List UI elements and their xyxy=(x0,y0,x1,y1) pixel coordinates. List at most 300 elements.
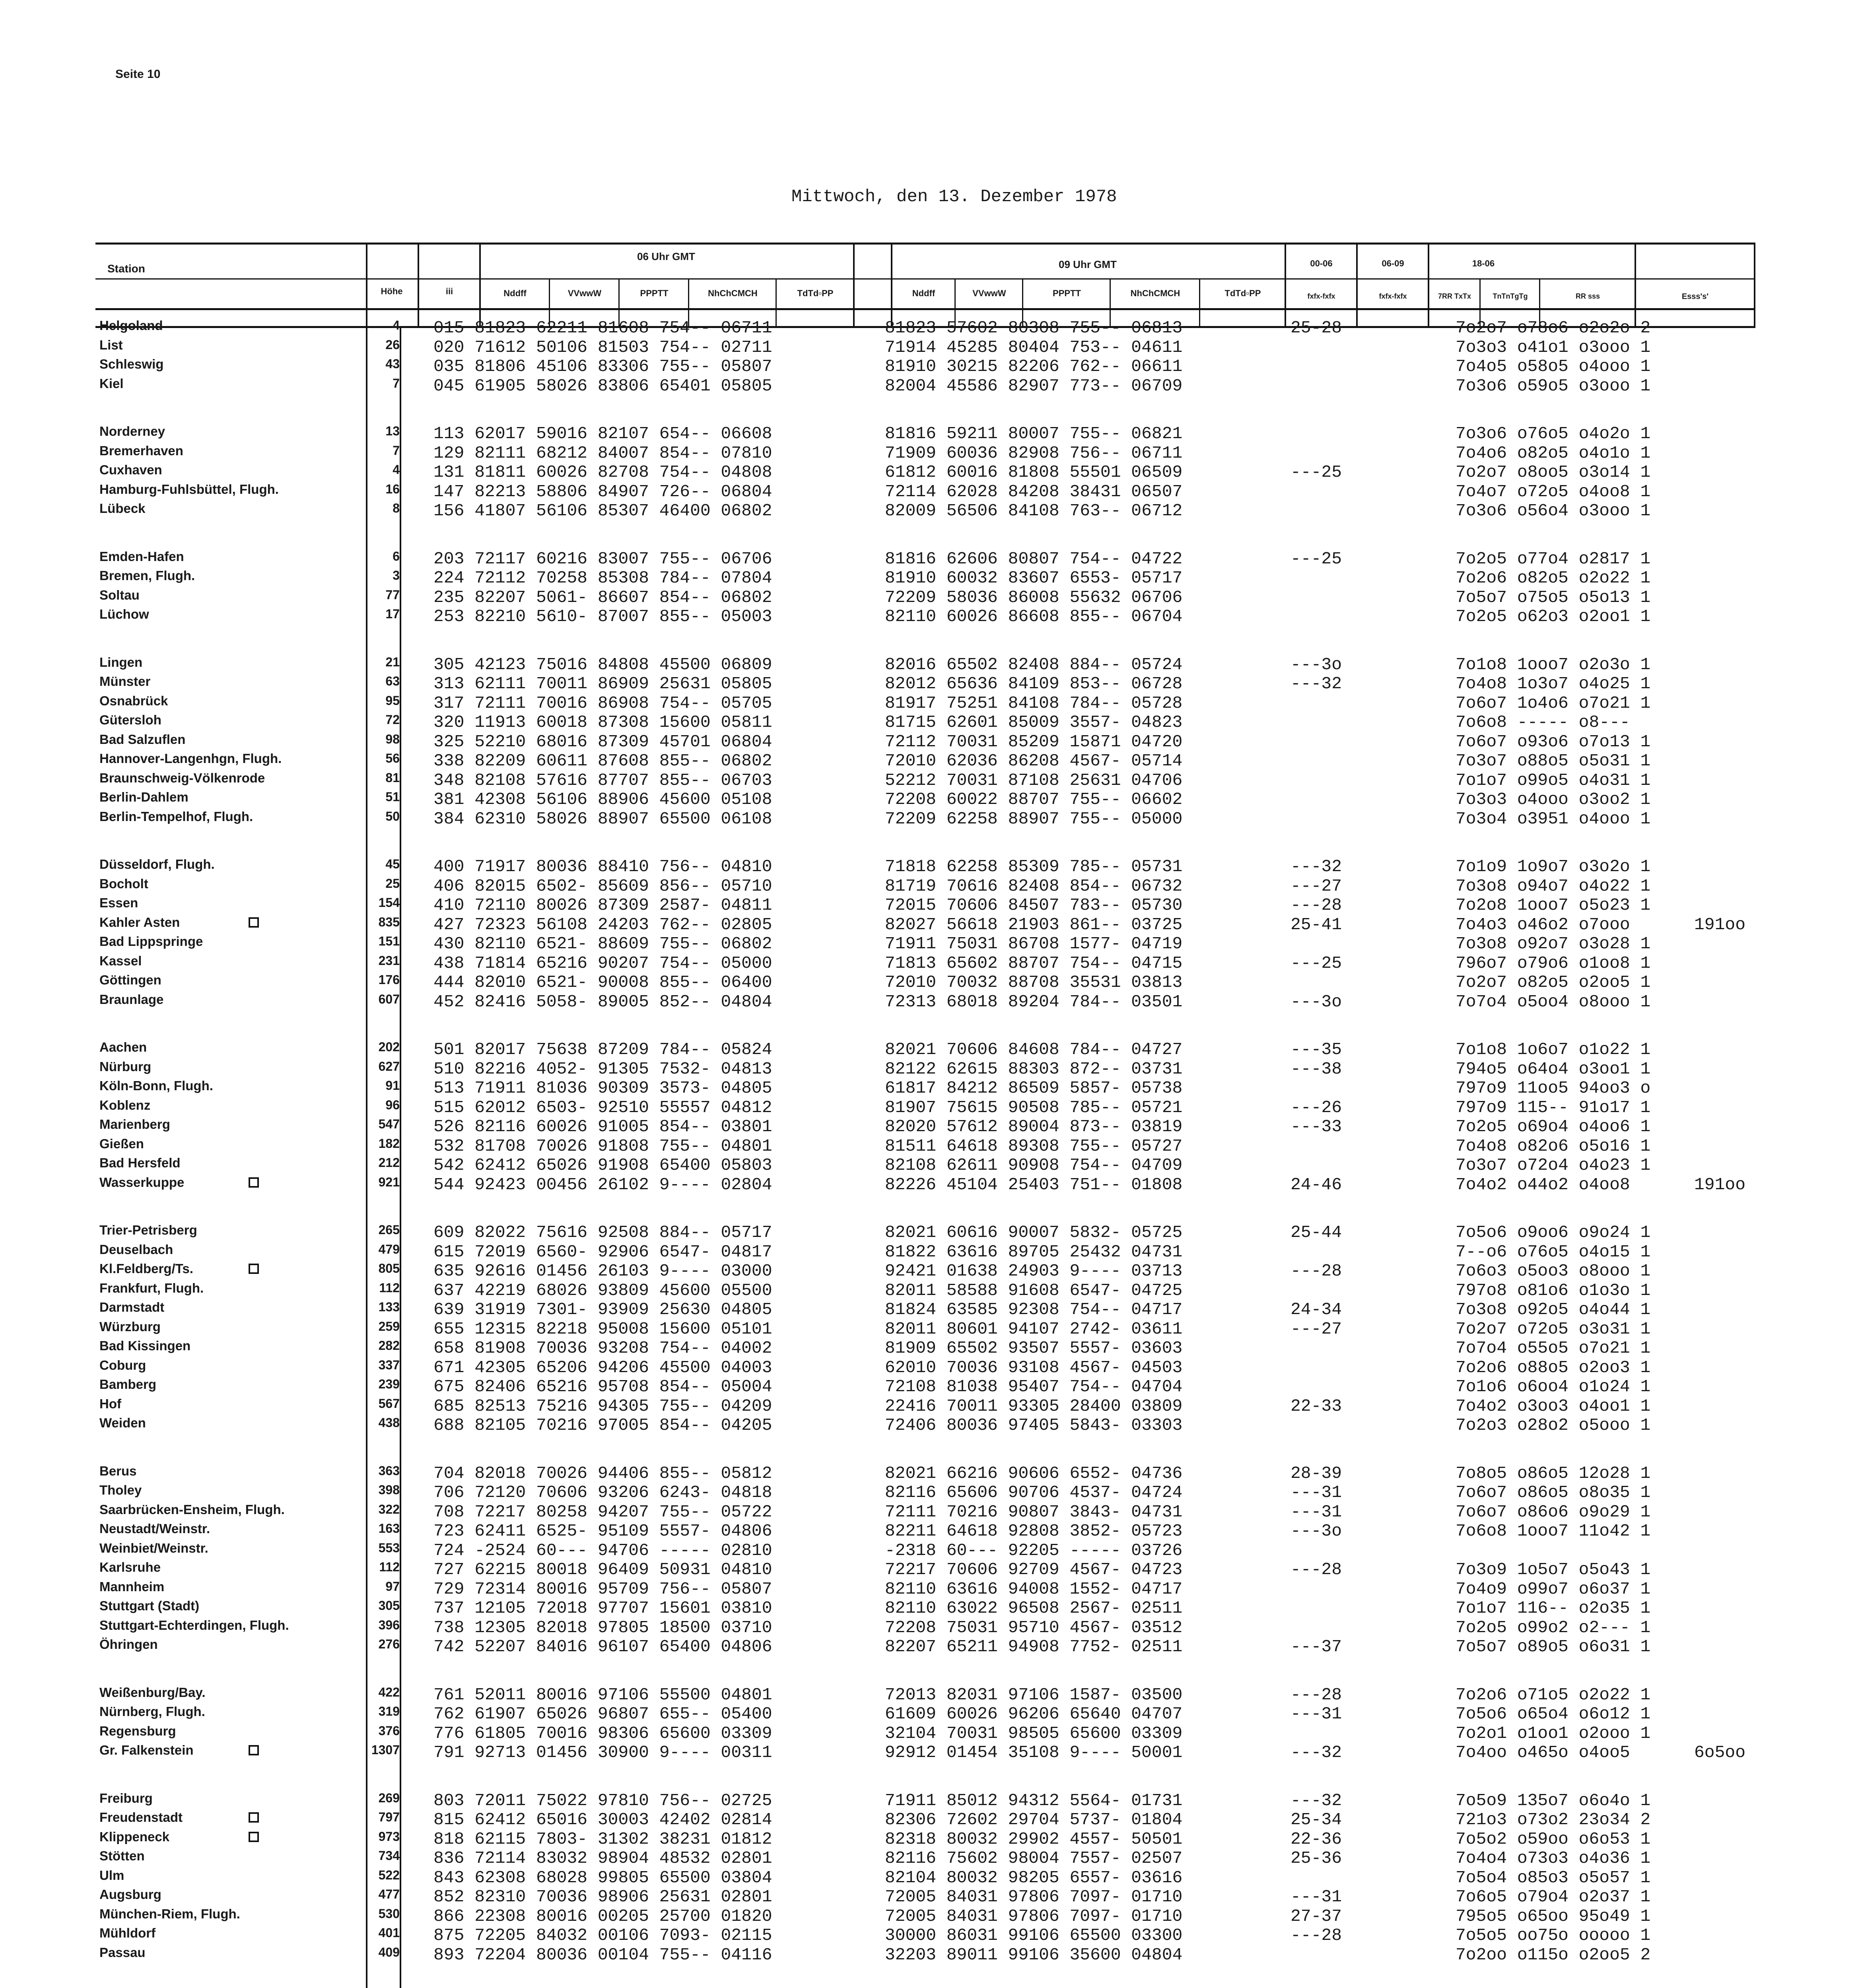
station-name: Bad Kissingen xyxy=(99,1338,191,1353)
station-height: 97 xyxy=(385,1579,400,1594)
obs-18-06: 7o3o9 1o5o7 o5o43 1 xyxy=(1456,1560,1651,1579)
obs-09-gmt: 71914 45285 80404 753-- 04611 xyxy=(885,337,1183,357)
station-height: 553 xyxy=(378,1540,400,1555)
station-name: Stötten xyxy=(99,1848,145,1863)
obs-06-gmt: 317 72111 70016 86908 754-- 05705 xyxy=(433,693,772,713)
obs-gust-period: ---31 xyxy=(1291,1704,1342,1724)
obs-06-gmt: 776 61805 70016 98306 65600 03309 xyxy=(433,1723,772,1743)
obs-gust-period: 25-36 xyxy=(1291,1848,1342,1868)
station-height: 322 xyxy=(378,1502,400,1516)
obs-09-gmt: 72005 84031 97806 7097- 01710 xyxy=(885,1906,1183,1926)
obs-18-06: 7o4o2 o44o2 o4oo8 xyxy=(1456,1175,1630,1194)
obs-09-gmt: 82207 65211 94908 7752- 02511 xyxy=(885,1637,1183,1656)
obs-09-gmt: 82306 72602 29704 5737- 01804 xyxy=(885,1810,1183,1829)
obs-gust-period: ---37 xyxy=(1291,1637,1342,1656)
header-period-3-sub3: RR sss xyxy=(1575,292,1600,300)
station-name: Münster xyxy=(99,674,151,689)
obs-09-gmt: 82021 60616 90007 5832- 05725 xyxy=(885,1223,1183,1242)
station-name: Nürburg xyxy=(99,1059,152,1074)
header-06-col: Nddff xyxy=(503,288,527,298)
obs-18-06: 7o3o6 o76o5 o4o2o 1 xyxy=(1456,424,1651,443)
obs-06-gmt: 655 12315 82218 95008 15600 05101 xyxy=(433,1319,772,1339)
station-name: Mühldorf xyxy=(99,1926,156,1940)
obs-gust-period: ---3o xyxy=(1291,992,1342,1011)
obs-gust-period: ---28 xyxy=(1291,1560,1342,1579)
obs-gust-period: 25-34 xyxy=(1291,1810,1342,1829)
obs-18-06: 7o7o4 o5oo4 o8ooo 1 xyxy=(1456,992,1651,1011)
station-name: Passau xyxy=(99,1945,146,1960)
obs-06-gmt: 729 72314 80016 95709 756-- 05807 xyxy=(433,1579,772,1599)
header-06-col: TdTd▫PP xyxy=(797,288,834,298)
station-height: 3 xyxy=(393,568,400,582)
obs-09-gmt: 62010 70036 93108 4567- 04503 xyxy=(885,1357,1183,1377)
obs-18-06: 7o6o7 o86o5 o8o35 1 xyxy=(1456,1483,1651,1502)
header-09-col: VVwwW xyxy=(972,288,1006,298)
obs-06-gmt: 313 62111 70011 86909 25631 05805 xyxy=(433,674,772,693)
obs-06-gmt: 224 72112 70258 85308 784-- 07804 xyxy=(433,568,772,588)
obs-gust-period: ---28 xyxy=(1291,895,1342,915)
obs-06-gmt: 129 82111 68212 84007 854-- 07810 xyxy=(433,443,772,463)
station-height: 530 xyxy=(378,1906,400,1921)
station-height: 1307 xyxy=(371,1743,400,1757)
station-name: Soltau xyxy=(99,587,140,602)
obs-06-gmt: 658 81908 70036 93208 754-- 04002 xyxy=(433,1338,772,1358)
obs-18-06: 7o6o8 1ooo7 11o42 1 xyxy=(1456,1521,1651,1541)
obs-06-gmt: 348 82108 57616 87707 855-- 06703 xyxy=(433,770,772,790)
obs-06-gmt: 791 92713 01456 30900 9---- 00311 xyxy=(433,1743,772,1762)
station-height: 305 xyxy=(378,1598,400,1613)
obs-gust-period: ---38 xyxy=(1291,1059,1342,1079)
station-name: München-Riem, Flugh. xyxy=(99,1906,240,1921)
obs-06-gmt: 020 71612 50106 81503 754-- 02711 xyxy=(433,337,772,357)
obs-gust-period: ---32 xyxy=(1291,674,1342,693)
obs-18-06: 7o2o7 o78o6 o2o2o 2 xyxy=(1456,318,1651,338)
station-name: Weiden xyxy=(99,1415,146,1430)
obs-18-06: 7o6o7 o93o6 o7o13 1 xyxy=(1456,732,1651,751)
obs-18-06: 7o3o3 o4ooo o3oo2 1 xyxy=(1456,790,1651,809)
obs-gust-period: ---25 xyxy=(1291,953,1342,973)
station-name: Tholey xyxy=(99,1483,142,1497)
obs-09-gmt: 72111 70216 90807 3843- 04731 xyxy=(885,1502,1183,1522)
obs-09-gmt: 52212 70031 87108 25631 04706 xyxy=(885,770,1183,790)
station-height: 265 xyxy=(378,1223,400,1237)
obs-18-06: 7o5o4 o85o3 o5o57 1 xyxy=(1456,1868,1651,1887)
obs-09-gmt: 81824 63585 92308 754-- 04717 xyxy=(885,1300,1183,1319)
station-height: 522 xyxy=(378,1868,400,1882)
obs-18-06: 7--o6 o76o5 o4o15 1 xyxy=(1456,1242,1651,1262)
station-name: Köln-Bonn, Flugh. xyxy=(99,1078,213,1093)
header-iii: iii xyxy=(445,286,453,296)
station-name: Karlsruhe xyxy=(99,1560,161,1574)
obs-09-gmt: 30000 86031 99106 65500 03300 xyxy=(885,1926,1183,1945)
obs-06-gmt: 235 82207 5061- 86607 854-- 06802 xyxy=(433,587,772,607)
station-height: 56 xyxy=(385,751,400,765)
obs-06-gmt: 727 62215 80018 96409 50931 04810 xyxy=(433,1560,772,1579)
obs-09-gmt: -2318 60--- 92205 ----- 03726 xyxy=(885,1540,1183,1560)
station-height: 269 xyxy=(378,1790,400,1805)
header-extra: Esss's' xyxy=(1681,292,1709,301)
obs-gust-period: 24-34 xyxy=(1291,1300,1342,1319)
station-name: Kahler Asten xyxy=(99,914,180,930)
station-height: 376 xyxy=(378,1723,400,1738)
obs-09-gmt: 71911 75031 86708 1577- 04719 xyxy=(885,934,1183,953)
obs-09-gmt: 71909 60036 82908 756-- 06711 xyxy=(885,443,1183,463)
obs-18-06: 7o5o2 o59oo o6o53 1 xyxy=(1456,1829,1651,1849)
obs-18-06: 7o6o3 o5oo3 o8ooo 1 xyxy=(1456,1261,1651,1281)
station-name: List xyxy=(99,337,123,352)
obs-18-06: 7o4oo o465o o4oo5 xyxy=(1456,1743,1630,1762)
obs-gust-period: ---31 xyxy=(1291,1483,1342,1502)
station-height: 398 xyxy=(378,1483,400,1497)
obs-09-gmt: 72013 82031 97106 1587- 03500 xyxy=(885,1685,1183,1705)
obs-06-gmt: 639 31919 7301- 93909 25630 04805 xyxy=(433,1300,772,1319)
obs-gust-period: ---27 xyxy=(1291,876,1342,896)
obs-18-06: 7o4o8 o82o6 o5o16 1 xyxy=(1456,1136,1651,1156)
obs-06-gmt: 338 82209 60611 87608 855-- 06802 xyxy=(433,751,772,771)
header-09-gmt: 09 Uhr GMT xyxy=(1059,258,1117,270)
station-name: Öhringen xyxy=(99,1637,158,1652)
station-height: 8 xyxy=(393,501,400,515)
obs-18-06: 7o2o5 o99o2 o2--- 1 xyxy=(1456,1617,1651,1637)
obs-gust-period: ---32 xyxy=(1291,1743,1342,1762)
obs-09-gmt: 81823 57602 80308 755-- 06813 xyxy=(885,318,1183,338)
obs-09-gmt: 32203 89011 99106 35600 04804 xyxy=(885,1945,1183,1965)
obs-06-gmt: 438 71814 65216 90207 754-- 05000 xyxy=(433,953,772,973)
obs-09-gmt: 72112 70031 85209 15871 04720 xyxy=(885,732,1183,751)
station-name: Gütersloh xyxy=(99,712,161,727)
obs-09-gmt: 81822 63616 89705 25432 04731 xyxy=(885,1242,1183,1262)
obs-09-gmt: 82027 56618 21903 861-- 03725 xyxy=(885,914,1183,934)
station-name: Weißenburg/Bay. xyxy=(99,1685,206,1700)
obs-gust-period: ---3o xyxy=(1291,654,1342,674)
obs-snow: 6o5oo xyxy=(1694,1743,1746,1762)
obs-06-gmt: 843 62308 68028 99805 65500 03804 xyxy=(433,1868,772,1887)
station-height: 4 xyxy=(393,462,400,477)
obs-18-06: 7o3o6 o56o4 o3ooo 1 xyxy=(1456,501,1651,520)
station-name: Bremerhaven xyxy=(99,443,183,458)
station-name: Regensburg xyxy=(99,1723,176,1738)
obs-gust-period: ---28 xyxy=(1291,1926,1342,1945)
obs-09-gmt: 82110 63022 96508 2567- 02511 xyxy=(885,1598,1183,1618)
header-period-3: 18-06 xyxy=(1472,258,1495,268)
mountain-station-square-icon xyxy=(249,1177,259,1188)
obs-18-06: 796o7 o79o6 o1oo8 1 xyxy=(1456,953,1651,973)
obs-18-06: 7o6o7 1o4o6 o7o21 1 xyxy=(1456,693,1651,713)
station-name: Frankfurt, Flugh. xyxy=(99,1280,204,1295)
obs-18-06: 7o2o8 1ooo7 o5o23 1 xyxy=(1456,895,1651,915)
station-height: 212 xyxy=(378,1155,400,1170)
obs-18-06: 7o3o7 o88o5 o5o31 1 xyxy=(1456,751,1651,771)
obs-09-gmt: 82226 45104 25403 751-- 01808 xyxy=(885,1175,1183,1194)
obs-09-gmt: 82116 65606 90706 4537- 04724 xyxy=(885,1483,1183,1502)
obs-09-gmt: 72406 80036 97405 5843- 03303 xyxy=(885,1415,1183,1435)
obs-06-gmt: 406 82015 6502- 85609 856-- 05710 xyxy=(433,876,772,896)
station-name: Gr. Falkenstein xyxy=(99,1743,194,1757)
station-height: 112 xyxy=(379,1560,400,1574)
station-height: 363 xyxy=(378,1463,400,1478)
obs-09-gmt: 82110 60026 86608 855-- 06704 xyxy=(885,607,1183,626)
obs-18-06: 7o3o8 o94o7 o4o22 1 xyxy=(1456,876,1651,896)
obs-18-06: 7o4o3 o46o2 o7ooo xyxy=(1456,914,1630,934)
station-height: 231 xyxy=(378,953,400,968)
obs-06-gmt: 045 61905 58026 83806 65401 05805 xyxy=(433,376,772,396)
obs-09-gmt: 81816 62606 80807 754-- 04722 xyxy=(885,549,1183,569)
station-name: Neustadt/Weinstr. xyxy=(99,1521,210,1536)
station-name: Bad Salzuflen xyxy=(99,732,186,747)
station-name: Düsseldorf, Flugh. xyxy=(99,857,215,872)
obs-gust-period: ---31 xyxy=(1291,1502,1342,1522)
obs-06-gmt: 737 12105 72018 97707 15601 03810 xyxy=(433,1598,772,1618)
obs-18-06: 7o3o3 o41o1 o3ooo 1 xyxy=(1456,337,1651,357)
page-date: Mittwoch, den 13. Dezember 1978 xyxy=(791,187,1117,207)
obs-18-06: 794o5 o64o4 o3oo1 1 xyxy=(1456,1059,1651,1079)
station-name: Gießen xyxy=(99,1136,144,1151)
column-rule xyxy=(400,326,401,1988)
obs-09-gmt: 72010 62036 86208 4567- 05714 xyxy=(885,751,1183,771)
station-height: 17 xyxy=(385,607,400,621)
station-name: Berus xyxy=(99,1463,137,1478)
obs-18-06: 7o1o7 o99o5 o4o31 1 xyxy=(1456,770,1651,790)
obs-gust-period: 27-37 xyxy=(1291,1906,1342,1926)
obs-18-06: 7o2o5 o62o3 o2oo1 1 xyxy=(1456,607,1651,626)
station-height: 51 xyxy=(385,790,400,804)
obs-06-gmt: 893 72204 80036 00104 755-- 04116 xyxy=(433,1945,772,1965)
obs-18-06: 7o1o6 o6oo4 o1o24 1 xyxy=(1456,1377,1651,1396)
obs-06-gmt: 818 62115 7803- 31302 38231 01812 xyxy=(433,1829,772,1849)
obs-09-gmt: 82011 80601 94107 2742- 03611 xyxy=(885,1319,1183,1339)
header-hoehe: Höhe xyxy=(381,286,403,296)
obs-09-gmt: 71818 62258 85309 785-- 05731 xyxy=(885,857,1183,876)
obs-18-06: 7o5o5 oo75o ooooo 1 xyxy=(1456,1926,1651,1945)
obs-18-06: 7o7o4 o55o5 o7o21 1 xyxy=(1456,1338,1651,1358)
station-name: Klippeneck xyxy=(99,1829,170,1844)
obs-18-06: 7o4o2 o3oo3 o4oo1 1 xyxy=(1456,1396,1651,1416)
station-height: 438 xyxy=(378,1415,400,1430)
obs-09-gmt: 92912 01454 35108 9---- 50001 xyxy=(885,1743,1183,1762)
obs-09-gmt: 81816 59211 80007 755-- 06821 xyxy=(885,424,1183,443)
obs-09-gmt: 81910 60032 83607 6553- 05717 xyxy=(885,568,1183,588)
station-name: Schleswig xyxy=(99,357,164,371)
station-height: 4 xyxy=(393,318,400,332)
station-height: 154 xyxy=(378,895,400,910)
station-name: Helgoland xyxy=(99,318,163,333)
station-height: 151 xyxy=(378,934,400,948)
station-name: Kassel xyxy=(99,953,142,968)
obs-18-06: 7o3o6 o59o5 o3ooo 1 xyxy=(1456,376,1651,396)
header-06-col: NhChCMCH xyxy=(708,288,758,298)
obs-06-gmt: 131 81811 60026 82708 754-- 04808 xyxy=(433,462,772,482)
station-name: Kiel xyxy=(99,376,124,391)
station-height: 72 xyxy=(385,712,400,727)
obs-gust-period: ---33 xyxy=(1291,1117,1342,1136)
obs-09-gmt: 82004 45586 82907 773-- 06709 xyxy=(885,376,1183,396)
station-height: 91 xyxy=(385,1078,400,1093)
obs-06-gmt: 761 52011 80016 97106 55500 04801 xyxy=(433,1685,772,1705)
obs-06-gmt: 542 62412 65026 91908 65400 05803 xyxy=(433,1155,772,1175)
station-height: 921 xyxy=(378,1175,400,1189)
station-name: Lingen xyxy=(99,654,143,670)
header-period-1-sub: fxfx-fxfx xyxy=(1307,292,1335,300)
obs-06-gmt: 515 62012 6503- 92510 55557 04812 xyxy=(433,1097,772,1117)
station-height: 239 xyxy=(378,1377,400,1391)
obs-gust-period: 22-36 xyxy=(1291,1829,1342,1849)
obs-gust-period: 25-41 xyxy=(1291,914,1342,934)
obs-06-gmt: 325 52210 68016 87309 45701 06804 xyxy=(433,732,772,751)
obs-06-gmt: 706 72120 70606 93206 6243- 04818 xyxy=(433,1483,772,1502)
station-height: 112 xyxy=(379,1280,400,1295)
obs-06-gmt: 203 72117 60216 83007 755-- 06706 xyxy=(433,549,772,569)
obs-09-gmt: 72108 81038 95407 754-- 04704 xyxy=(885,1377,1183,1396)
station-height: 396 xyxy=(378,1617,400,1632)
station-height: 43 xyxy=(385,357,400,371)
obs-09-gmt: 82108 62611 90908 754-- 04709 xyxy=(885,1155,1183,1175)
obs-06-gmt: 444 82010 6521- 90008 855-- 06400 xyxy=(433,973,772,992)
obs-gust-period: ---31 xyxy=(1291,1887,1342,1906)
obs-gust-period: ---32 xyxy=(1291,1790,1342,1810)
obs-18-06: 7o4o7 o72o5 o4oo8 1 xyxy=(1456,481,1651,501)
station-height: 7 xyxy=(393,376,400,390)
obs-09-gmt: 81511 64618 89308 755-- 05727 xyxy=(885,1136,1183,1156)
station-name: Nürnberg, Flugh. xyxy=(99,1704,205,1719)
header-09-col: Nddff xyxy=(912,288,935,298)
mountain-station-square-icon xyxy=(249,1264,259,1274)
station-name: Hamburg-Fuhlsbüttel, Flugh. xyxy=(99,481,279,497)
obs-18-06: 7o5o6 o9oo6 o9o24 1 xyxy=(1456,1223,1651,1242)
obs-09-gmt: 81910 30215 82206 762-- 06611 xyxy=(885,357,1183,376)
station-name: Weinbiet/Weinstr. xyxy=(99,1540,208,1555)
obs-06-gmt: 427 72323 56108 24203 762-- 02805 xyxy=(433,914,772,934)
header-period-2-sub: fxfx-fxfx xyxy=(1379,292,1407,300)
station-name: Lüchow xyxy=(99,607,149,621)
header-09-col: TdTd▫PP xyxy=(1224,288,1261,298)
obs-09-gmt: 81909 65502 93507 5557- 03603 xyxy=(885,1338,1183,1358)
station-height: 202 xyxy=(378,1040,400,1054)
station-height: 479 xyxy=(378,1242,400,1256)
obs-06-gmt: 615 72019 6560- 92906 6547- 04817 xyxy=(433,1242,772,1262)
obs-06-gmt: 147 82213 58806 84907 726-- 06804 xyxy=(433,481,772,501)
station-height: 182 xyxy=(378,1136,400,1151)
obs-09-gmt: 71813 65602 88707 754-- 04715 xyxy=(885,953,1183,973)
obs-09-gmt: 81907 75615 90508 785-- 05721 xyxy=(885,1097,1183,1117)
station-name: Berlin-Dahlem xyxy=(99,790,189,804)
obs-gust-period: ---27 xyxy=(1291,1319,1342,1339)
obs-18-06: 721o3 o73o2 23o34 2 xyxy=(1456,1810,1651,1829)
obs-18-06: 7o2o7 o72o5 o3o31 1 xyxy=(1456,1319,1651,1339)
header-09-col: PPPTT xyxy=(1053,288,1081,298)
obs-09-gmt: 82122 62615 88303 872-- 03731 xyxy=(885,1059,1183,1079)
header-09-col: NhChCMCH xyxy=(1130,288,1180,298)
station-name: Bocholt xyxy=(99,876,148,891)
obs-gust-period: ---28 xyxy=(1291,1261,1342,1281)
header-06-col: VVwwW xyxy=(568,288,602,298)
obs-09-gmt: 82318 80032 29902 4557- 50501 xyxy=(885,1829,1183,1849)
obs-06-gmt: 836 72114 83032 98904 48532 02801 xyxy=(433,1848,772,1868)
station-height: 477 xyxy=(378,1887,400,1901)
station-name: Deuselbach xyxy=(99,1242,173,1257)
obs-18-06: 7o2oo o115o o2oo5 2 xyxy=(1456,1945,1651,1965)
obs-18-06: 7o2o6 o82o5 o2o22 1 xyxy=(1456,568,1651,588)
obs-18-06: 7o6o8 ----- o8--- xyxy=(1456,712,1630,732)
obs-06-gmt: 724 -2524 60--- 94706 ----- 02810 xyxy=(433,1540,772,1560)
obs-18-06: 7o2o1 o1oo1 o2ooo 1 xyxy=(1456,1723,1651,1743)
station-name: Bamberg xyxy=(99,1377,157,1392)
obs-09-gmt: 32104 70031 98505 65600 03309 xyxy=(885,1723,1183,1743)
obs-18-06: 7o2o7 o82o5 o2oo5 1 xyxy=(1456,973,1651,992)
obs-snow: 191oo xyxy=(1694,914,1746,934)
obs-18-06: 7o3o8 o92o5 o4o44 1 xyxy=(1456,1300,1651,1319)
station-height: 16 xyxy=(385,481,400,496)
obs-09-gmt: 61812 60016 81808 55501 06509 xyxy=(885,462,1183,482)
station-height: 567 xyxy=(378,1396,400,1411)
station-height: 7 xyxy=(393,443,400,458)
obs-06-gmt: 723 62411 6525- 95109 5557- 04806 xyxy=(433,1521,772,1541)
obs-18-06: 7o4o9 o99o7 o6o37 1 xyxy=(1456,1579,1651,1599)
station-height: 45 xyxy=(385,857,400,871)
obs-09-gmt: 82104 80032 98205 6557- 03616 xyxy=(885,1868,1183,1887)
station-height: 805 xyxy=(378,1261,400,1276)
obs-09-gmt: 82021 70606 84608 784-- 04727 xyxy=(885,1040,1183,1059)
obs-09-gmt: 72217 70606 92709 4567- 04723 xyxy=(885,1560,1183,1579)
station-name: Essen xyxy=(99,895,138,910)
obs-18-06: 7o3o7 o72o4 o4o23 1 xyxy=(1456,1155,1651,1175)
obs-18-06: 7o2o6 o88o5 o2oo3 1 xyxy=(1456,1357,1651,1377)
header-06-gmt: 06 Uhr GMT xyxy=(637,250,695,262)
obs-09-gmt: 72208 75031 95710 4567- 03512 xyxy=(885,1617,1183,1637)
obs-18-06: 7o3o8 o92o7 o3o28 1 xyxy=(1456,934,1651,953)
obs-18-06: 7o6o7 o86o6 o9o29 1 xyxy=(1456,1502,1651,1522)
obs-gust-period: 25-28 xyxy=(1291,318,1342,338)
header-period-3-sub2: TnTnTgTg xyxy=(1493,292,1528,300)
station-height: 734 xyxy=(378,1848,400,1863)
obs-06-gmt: 742 52207 84016 96107 65400 04806 xyxy=(433,1637,772,1656)
station-name: Kl.Feldberg/Ts. xyxy=(99,1261,193,1276)
obs-18-06: 797o9 115-- 91o17 1 xyxy=(1456,1097,1651,1117)
obs-06-gmt: 381 42308 56106 88906 45600 05108 xyxy=(433,790,772,809)
obs-09-gmt: 71911 85012 94312 5564- 01731 xyxy=(885,1790,1183,1810)
obs-09-gmt: 81719 70616 82408 854-- 06732 xyxy=(885,876,1183,896)
station-name: Stuttgart-Echterdingen, Flugh. xyxy=(99,1617,289,1633)
obs-06-gmt: 113 62017 59016 82107 654-- 06608 xyxy=(433,424,772,443)
obs-gust-period: ---3o xyxy=(1291,1521,1342,1541)
obs-18-06: 7o3o4 o3951 o4ooo 1 xyxy=(1456,809,1651,829)
station-height: 96 xyxy=(385,1097,400,1112)
station-height: 319 xyxy=(378,1704,400,1718)
station-name: Ulm xyxy=(99,1868,124,1883)
obs-06-gmt: 320 11913 60018 87308 15600 05811 xyxy=(433,712,772,732)
obs-09-gmt: 72209 62258 88907 755-- 05000 xyxy=(885,809,1183,829)
station-name: Hannover-Langenhgn, Flugh. xyxy=(99,751,282,766)
obs-09-gmt: 81917 75251 84108 784-- 05728 xyxy=(885,693,1183,713)
station-name: Lübeck xyxy=(99,501,146,516)
obs-18-06: 7o2o7 o8oo5 o3o14 1 xyxy=(1456,462,1651,482)
obs-18-06: 7o5o7 o89o5 o6o31 1 xyxy=(1456,1637,1651,1656)
header-station: Station xyxy=(107,262,145,275)
obs-gust-period: ---25 xyxy=(1291,462,1342,482)
obs-gust-period: ---25 xyxy=(1291,549,1342,569)
header-period-1: 00-06 xyxy=(1310,258,1333,268)
station-height: 26 xyxy=(385,337,400,352)
station-name: Braunschweig-Völkenrode xyxy=(99,770,265,785)
mountain-station-square-icon xyxy=(249,1832,259,1842)
obs-09-gmt: 82012 65636 84109 853-- 06728 xyxy=(885,674,1183,693)
obs-09-gmt: 61609 60026 96206 65640 04707 xyxy=(885,1704,1183,1724)
obs-06-gmt: 410 72110 80026 87309 2587- 04811 xyxy=(433,895,772,915)
obs-18-06: 797o9 11oo5 94oo3 o xyxy=(1456,1078,1651,1098)
station-height: 409 xyxy=(378,1945,400,1959)
station-name: Coburg xyxy=(99,1357,146,1373)
obs-06-gmt: 305 42123 75016 84808 45500 06809 xyxy=(433,654,772,674)
station-name: Mannheim xyxy=(99,1579,165,1594)
